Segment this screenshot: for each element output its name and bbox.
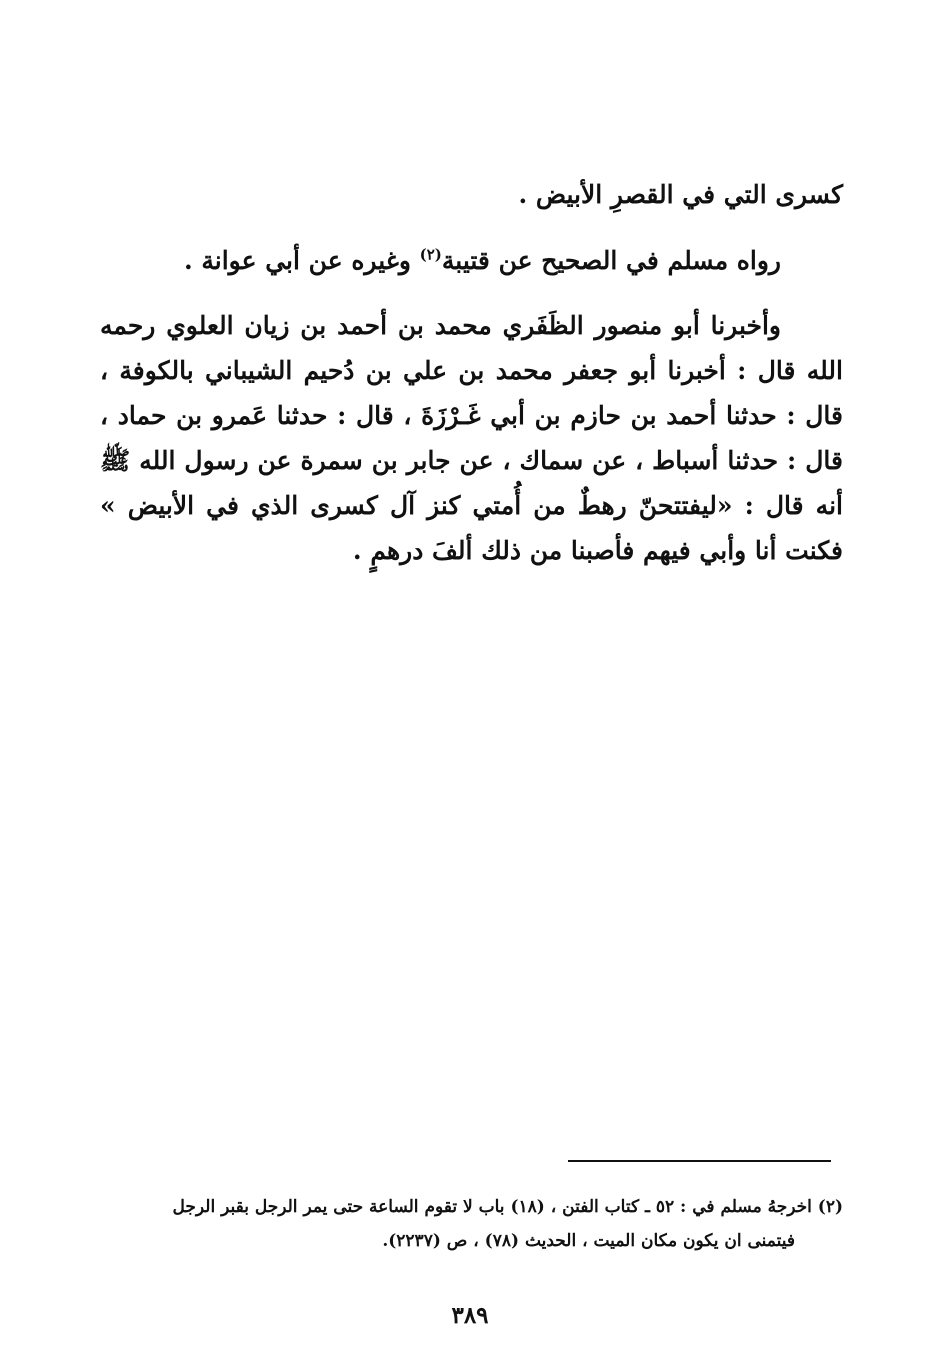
footnote-reference[interactable]: (٢) xyxy=(419,245,442,264)
body-line-1 xyxy=(100,172,843,217)
body-line-2-after: وغيره عن أبي عوانة . xyxy=(183,246,420,275)
body-line-2 xyxy=(100,238,781,283)
footnote-divider xyxy=(568,1160,831,1162)
footnote-line-2: فيتمنى ان يكون مكان الميت ، الحديث (٧٨) ، ص (٢٢٣٧). xyxy=(382,1231,795,1251)
footnote-marker: (٢) xyxy=(817,1197,843,1217)
page-number: ٣٨٩ xyxy=(451,1302,489,1329)
footnote xyxy=(100,1190,843,1258)
footnote-line-1 xyxy=(100,1190,843,1224)
body-line-1-text: كسرى التي في القصرِ الأبيض . xyxy=(518,180,843,209)
hadith-paragraph: وأخبرنا أبو منصور الظَفَري محمد بن أحمد بن زيان العلوي رحمه الله قال : أخبرنا أبو جعفر محمد بن علي بن دُحيم الشيباني بالكوفة ، قال : حدثنا أحمد بن حازم بن أبي غَـرْزَةَ ، قال : حدثنا عَمرو بن حماد ، قال : حدثنا أسباط ، عن سماك ، عن جابر بن سمرة عن رسول الله ﷺ أنه قال : «ليفتتحنّ رهطٌ من أُمتي كنز آل كسرى الذي في الأبيض » فكنت أنا وأبي فيهم فأصبنا من ذلك ألفَ درهمٍ . xyxy=(100,311,843,565)
footnote-line-1-text: اخرجهُ مسلم في : ٥٢ ـ كتاب الفتن ، (١٨) باب لا تقوم الساعة حتى يمر الرجل بقبر الرجل xyxy=(172,1197,812,1217)
body-line-2-before: رواه مسلم في الصحيح عن قتيبة xyxy=(441,246,781,275)
